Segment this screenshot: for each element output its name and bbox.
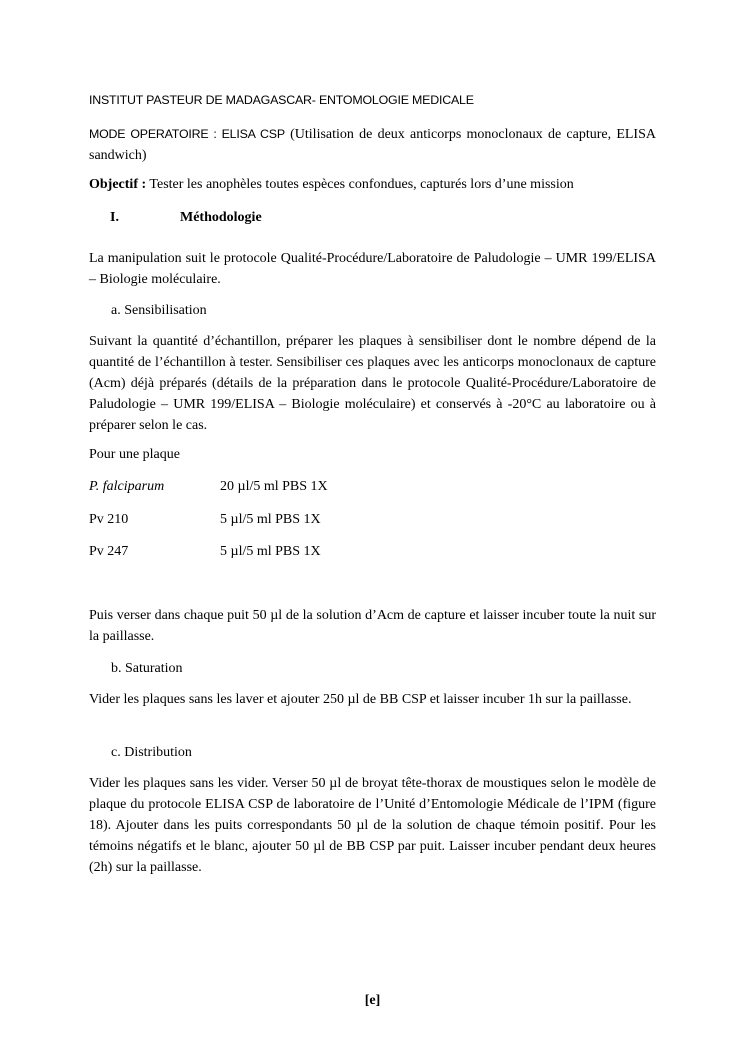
dilution-row [89,509,656,530]
section-number: I. [110,210,119,225]
antibody-name: Pv 247 [89,544,129,559]
objectif-text: Tester les anophèles toutes espèces confondues, capturés lors d’une mission [146,177,574,192]
dilution-value: 20 µl/5 ml PBS 1X [220,479,328,494]
incubation-paragraph: Puis verser dans chaque puit 50 µl de la solution d’Acm de capture et laisser incuber toute la nuit sur la paillasse. [89,608,656,644]
antibody-name: Pv 210 [89,512,129,527]
section-heading-methodologie [89,207,656,228]
mode-label: MODE OPERATOIRE : ELISA CSP [89,127,285,141]
distribution-paragraph: Vider les plaques sans les vider. Verser 50 µl de broyat tête-thorax de moustiques selon le modèle de plaque du protocole ELISA CSP de laboratoire de l’Unité d’Entomologie Médicale de l’IPM (figure 18). Ajouter dans les puits correspondants 50 µl de la solution de chaque témoin positif. Pour les témoins négatifs et le blanc, ajouter 50 µl de BB CSP par puit. Laisser incuber pendant deux heures (2h) sur la paillasse. [89,776,656,875]
mode-text: (Utilisation de deux anticorps monoclonaux de capture, ELISA sandwich) [89,127,656,163]
plate-label: Pour une plaque [89,447,180,462]
objectif [89,174,656,195]
subheading-sensibilisation: a. Sensibilisation [111,303,207,318]
methodologie-intro: La manipulation suit le protocole Qualité-Procédure/Laboratoire de Paludologie – UMR 199/ELISA – Biologie moléculaire. [89,251,656,287]
mode-operatoire [89,124,656,166]
antibody-name: P. falciparum [89,479,165,494]
subheading-distribution: c. Distribution [111,745,192,760]
dilution-value: 5 µl/5 ml PBS 1X [220,544,321,559]
section-title: Méthodologie [180,210,262,225]
sensibilisation-paragraph: Suivant la quantité d’échantillon, préparer les plaques à sensibiliser dont le nombre dépend de la quantité de l’échantillon à tester. Sensibiliser ces plaques avec les anticorps monoclonaux de capture (Acm) déjà préparés (détails de la préparation dans le protocole Qualité-Procédure/Laboratoire de Paludologie – UMR 199/ELISA – Biologie moléculaire) et conservés à -20°C au laboratoire ou à préparer selon le cas. [89,334,656,433]
institute-header: INSTITUT PASTEUR DE MADAGASCAR- ENTOMOLOGIE MEDICALE [89,93,474,107]
dilution-value: 5 µl/5 ml PBS 1X [220,512,321,527]
subheading-saturation: b. Saturation [111,661,183,676]
dilution-row [89,541,656,562]
objectif-label: Objectif : [89,177,147,192]
saturation-paragraph: Vider les plaques sans les laver et ajouter 250 µl de BB CSP et laisser incuber 1h sur la paillasse. [89,692,632,707]
dilution-row [89,476,656,497]
page-number: [e] [364,993,381,1008]
